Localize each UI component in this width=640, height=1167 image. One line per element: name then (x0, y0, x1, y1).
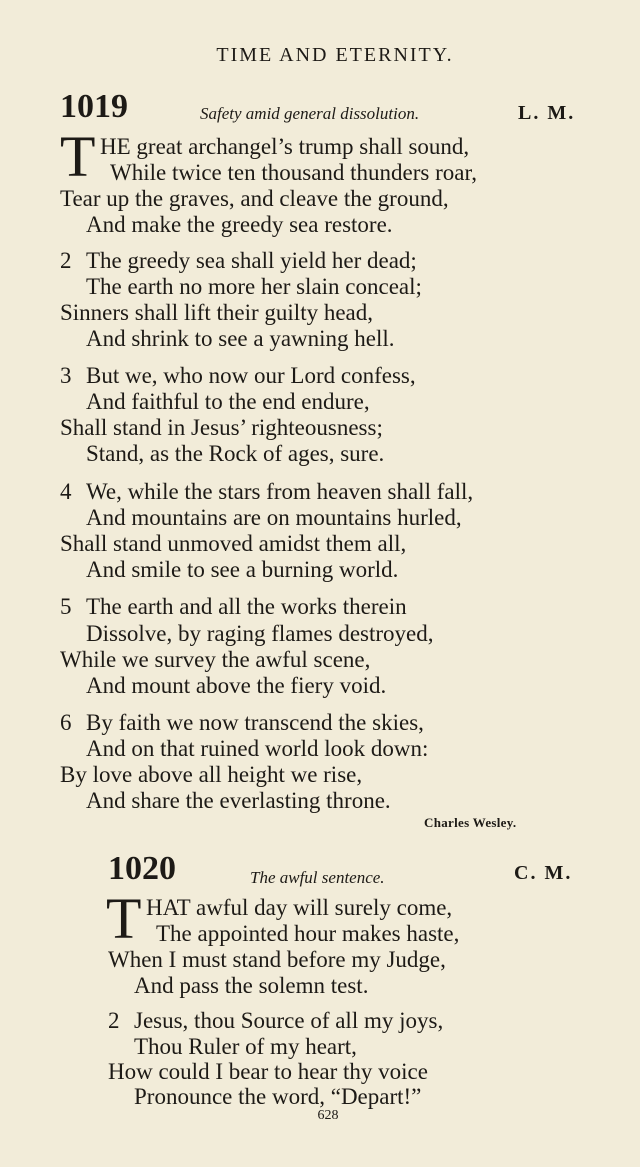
verse-line: And smile to see a burning world. (86, 557, 399, 582)
verse-line: While twice ten thousand thunders roar, (110, 160, 477, 185)
verse-line: Pronounce the word, “Depart!” (134, 1084, 422, 1109)
verse-line: And shrink to see a yawning hell. (86, 326, 395, 351)
hymn-meter: C. M. (514, 862, 573, 884)
drop-cap: T (106, 886, 142, 951)
verse-line: Sinners shall lift their guilty head, (60, 300, 374, 325)
verse-line: HAT awful day will surely come, (146, 895, 453, 920)
verse-line: 3 But we, who now our Lord confess, (60, 363, 416, 388)
verse-number: 2 (108, 1008, 120, 1033)
verse-line: The appointed hour makes haste, (156, 921, 460, 946)
verse-line: 4 We, while the stars from heaven shall fall, (60, 479, 474, 504)
drop-cap: T (60, 124, 96, 189)
running-head: TIME AND ETERNITY. (216, 44, 454, 66)
verse-line: While we survey the awful scene, (60, 647, 371, 672)
verse-number: 3 (60, 363, 72, 388)
verse-number: 4 (60, 479, 72, 504)
verse-line: Thou Ruler of my heart, (134, 1034, 357, 1059)
author-attribution: Charles Wesley. (424, 815, 517, 830)
verse-line: And on that ruined world look down: (86, 736, 429, 761)
verse-line: How could I bear to hear thy voice (108, 1059, 428, 1084)
verse-line: Shall stand unmoved amidst them all, (60, 531, 407, 556)
hymn-number: 1019 (60, 88, 128, 125)
verse-line: And share the everlasting throne. (86, 788, 391, 813)
verse-line: Tear up the graves, and cleave the ground, (60, 186, 449, 211)
verse-line: Shall stand in Jesus’ righteousness; (60, 415, 383, 440)
verse-line: And mount above the fiery void. (86, 673, 387, 698)
verse-line: And make the greedy sea restore. (86, 212, 393, 237)
verse-number: 6 (60, 710, 72, 735)
hymn-number: 1020 (108, 850, 176, 887)
verse-line: 2 The greedy sea shall yield her dead; (60, 248, 417, 273)
verse-line: Stand, as the Rock of ages, sure. (86, 441, 385, 466)
hymn-title: Safety amid general dissolution. (200, 104, 420, 123)
verse-line: The earth no more her slain conceal; (86, 274, 422, 299)
verse-line: When I must stand before my Judge, (108, 947, 446, 972)
verse-line: Dissolve, by raging flames destroyed, (86, 621, 434, 646)
hymn-meter: L. M. (518, 102, 576, 124)
verse-line: And pass the solemn test. (134, 973, 369, 998)
verse-line: By love above all height we rise, (60, 762, 363, 787)
verse-line: 2 Jesus, thou Source of all my joys, (108, 1008, 444, 1033)
verse-line: 5 The earth and all the works therein (60, 594, 407, 619)
hymn-title: The awful sentence. (250, 868, 385, 887)
verse-line: 6 By faith we now transcend the skies, (60, 710, 424, 735)
page-number: 628 (317, 1108, 339, 1123)
verse-number: 2 (60, 248, 72, 273)
verse-line: And mountains are on mountains hurled, (86, 505, 462, 530)
verse-number: 5 (60, 594, 72, 619)
verse-line: HE great archangel’s trump shall sound, (100, 134, 470, 159)
verse-line: And faithful to the end endure, (86, 389, 370, 414)
